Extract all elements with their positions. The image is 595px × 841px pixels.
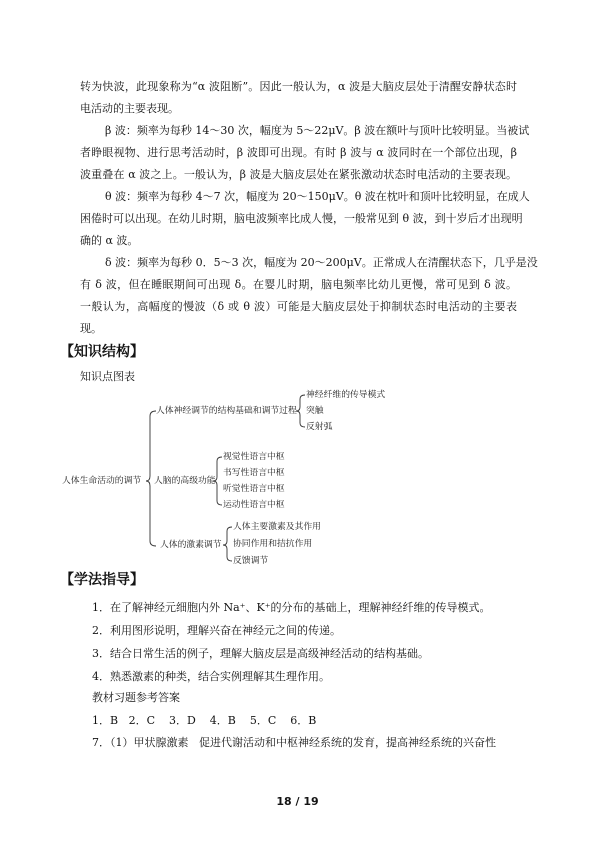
diagram-leaf: 听觉性语言中枢	[223, 484, 285, 494]
diagram-leaf: 突触	[306, 406, 324, 416]
body-line: 转为快波，此现象称为“α 波阻断”。因此一般认为，α 波是大脑皮层处于清醒安静状态时	[80, 80, 517, 93]
method-heading: 【学法指导】	[60, 572, 144, 588]
answers-title: 教材习题参考答案	[92, 691, 180, 704]
method-item: 2．利用图形说明，理解兴奋在神经元之间的传递。	[92, 624, 341, 637]
diagram-leaf: 视觉性语言中枢	[223, 452, 285, 462]
body-line: 有 δ 波，但在睡眠期间可出现 δ。在婴儿时期，脑电频率比幼儿更慢，常可见到 δ 波。	[80, 278, 517, 291]
body-line: 确的 α 波。	[80, 234, 139, 247]
branch-3-brace	[223, 527, 232, 561]
diagram-leaf: 人体主要激素及其作用	[233, 522, 321, 532]
structure-heading: 【知识结构】	[60, 344, 144, 360]
body-line: β 波：频率为每秒 14～30 次，幅度为 5～22μV。β 波在额叶与顶叶比较明显。当被试	[105, 124, 530, 137]
page-number: 18 / 19	[276, 795, 319, 808]
body-line: 困倦时可以出现。在幼儿时期，脑电波频率比成人慢，一般常见到 θ 波，到十岁后才出现明	[80, 212, 523, 225]
method-item: 3．结合日常生活的例子，理解大脑皮层是高级神经活动的结构基础。	[92, 647, 429, 660]
diagram-leaf: 书写性语言中枢	[223, 468, 285, 478]
method-item: 1．在了解神经元细胞内外 Na⁺、K⁺的分布的基础上，理解神经纤维的传导模式。	[92, 601, 491, 614]
answer-7: 7．（1）甲状腺激素 促进代谢活动和中枢神经系统的发育，提高神经系统的兴奋性	[92, 736, 496, 749]
body-line: 一般认为，高幅度的慢波（δ 或 θ 波）可能是大脑皮层处于抑制状态时电活动的主要表	[80, 300, 517, 313]
diagram-leaf: 运动性语言中枢	[223, 500, 285, 510]
body-line: 者睁眼视物、进行思考活动时，β 波即可出现。有时 β 波与 α 波同时在一个部位出现，β	[80, 146, 517, 159]
method-item: 4．熟悉激素的种类，结合实例理解其生理作用。	[92, 670, 330, 683]
body-line: δ 波：频率为每秒 0．5～3 次，幅度为 20～200μV。正常成人在清醒状态下，几乎是没	[105, 256, 538, 269]
body-line: 现。	[80, 322, 102, 335]
body-line: 电活动的主要表现。	[80, 102, 179, 115]
body-line: θ 波：频率为每秒 4～7 次，幅度为 20～150μV。θ 波在枕叶和顶叶比较明显，在成人	[105, 190, 530, 203]
diagram-root: 人体生命活动的调节	[62, 476, 142, 486]
branch-1-brace	[296, 395, 305, 427]
diagram-leaf: 神经纤维的传导模式	[306, 390, 386, 400]
structure-subtitle: 知识点图表	[80, 370, 135, 383]
diagram-leaf: 协同作用和拮抗作用	[233, 539, 313, 549]
diagram-leaf: 反射弧	[306, 422, 333, 432]
diagram-branch-label: 人体的激素调节	[160, 540, 222, 550]
diagram-branch-label: 人体神经调节的结构基础和调节过程	[156, 406, 297, 416]
answers-line: 1．B 2．C 3．D 4．B 5．C 6．B	[92, 714, 317, 727]
body-line: 波重叠在 α 波之上。一般认为，β 波是大脑皮层处在紧张激动状态时电活动的主要表现。	[80, 168, 517, 181]
diagram-leaf: 反馈调节	[233, 556, 269, 566]
diagram-branch-label: 人脑的高级功能	[154, 476, 216, 486]
